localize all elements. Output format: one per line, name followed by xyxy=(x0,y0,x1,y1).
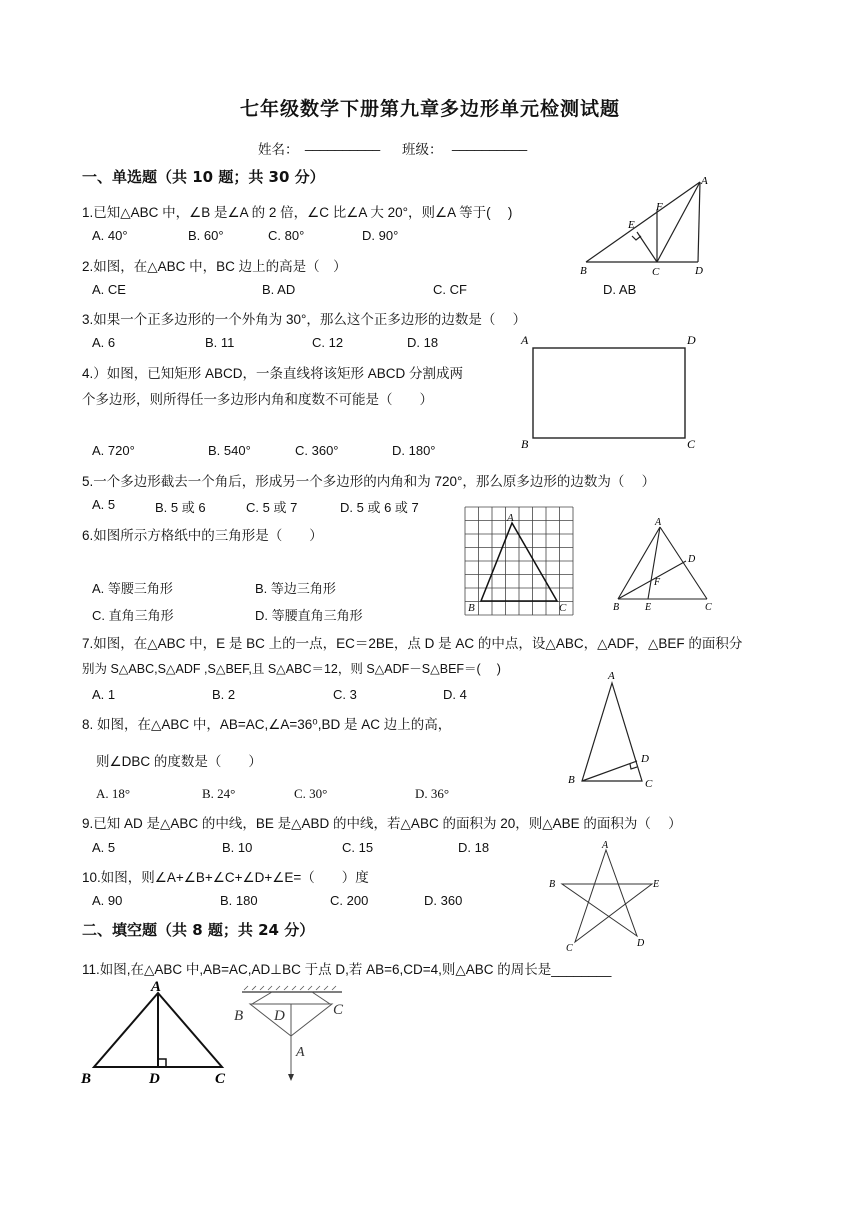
figure-q11-triangle xyxy=(78,975,238,1087)
label-b: B xyxy=(568,774,575,786)
label-c: C xyxy=(559,602,567,614)
label-f: F xyxy=(656,201,663,213)
triangle-abc xyxy=(582,683,642,781)
question-3: 3.如果一个正多边形的一个外角为 30°，那么这个正多边形的边数是（ ） xyxy=(82,312,527,327)
label-c: C xyxy=(215,1071,226,1087)
segment-bd xyxy=(582,761,637,781)
q5-option-a[interactable]: A. 5 xyxy=(92,497,116,512)
question-6: 6.如图所示方格纸中的三角形是（ ） xyxy=(82,528,323,543)
page-title: 七年级数学下册第九章多边形单元检测试题 xyxy=(239,98,620,120)
label-b: B xyxy=(580,265,587,277)
question-11: 11.如图,在△ABC 中,AB=AC,AD⊥BC 于点 D,若 AB=6,CD=4,则△ABC 的周长是________ xyxy=(82,962,612,977)
question-7-line-2: 别为 S△ABC,S△ADF ,S△BEF,且 S△ABC＝12，则 S△ADF－S△BEF＝( ) xyxy=(82,662,501,676)
q3-option-c[interactable]: C. 12 xyxy=(312,335,344,350)
question-8-line-2: 则∠DBC 的度数是（ ） xyxy=(96,754,262,769)
label-d: D xyxy=(695,265,703,277)
q8-option-b[interactable]: B. 24° xyxy=(202,786,236,801)
figure-q8-triangle xyxy=(563,665,668,790)
q7-option-d[interactable]: D. 4 xyxy=(443,687,467,702)
label-d: D xyxy=(641,753,649,765)
section-choice-heading: 一、单选题（共 10 题；共 30 分） xyxy=(82,168,325,186)
q9-option-a[interactable]: A. 5 xyxy=(92,840,116,855)
q6-option-a[interactable]: A. 等腰三角形 xyxy=(92,581,173,596)
question-4-line-2: 个多边形，则所得任一多边形内角和度数不可能是（ ） xyxy=(82,392,433,407)
plumb-arrow-icon xyxy=(288,1074,294,1081)
figure-q4-rectangle xyxy=(515,330,705,455)
q8-option-c[interactable]: C. 30° xyxy=(294,786,328,801)
q3-option-b[interactable]: B. 11 xyxy=(205,335,235,350)
q3-option-a[interactable]: A. 6 xyxy=(92,335,116,350)
q4-option-c[interactable]: C. 360° xyxy=(295,443,339,458)
label-b: B xyxy=(468,602,475,614)
name-label: 姓名： xyxy=(258,142,299,157)
name-blank[interactable]: __________ xyxy=(305,136,381,151)
q8-option-a[interactable]: A. 18° xyxy=(96,786,131,801)
q4-option-a[interactable]: A. 720° xyxy=(92,443,135,458)
figure-q11-plumb xyxy=(230,982,355,1087)
q5-option-b[interactable]: B. 5 或 6 xyxy=(155,500,206,515)
label-a: A xyxy=(296,1045,305,1060)
q7-option-b[interactable]: B. 2 xyxy=(212,687,236,702)
q1-option-d[interactable]: D. 90° xyxy=(362,228,399,243)
figure-q7-triangle xyxy=(605,515,720,615)
label-e: E xyxy=(628,219,635,231)
q5-option-d[interactable]: D. 5 或 6 或 7 xyxy=(340,500,419,515)
label-a: A xyxy=(151,979,162,995)
q4-option-b[interactable]: B. 540° xyxy=(208,443,251,458)
right-angle-mark xyxy=(158,1059,166,1067)
label-c: C xyxy=(652,266,660,278)
segment-bd xyxy=(618,561,686,599)
q5-option-c[interactable]: C. 5 或 7 xyxy=(246,500,298,515)
right-angle-mark xyxy=(632,236,641,240)
ceiling-hatching xyxy=(244,986,336,990)
q6-option-d[interactable]: D. 等腰直角三角形 xyxy=(255,608,363,623)
figure-q2-triangle xyxy=(570,170,720,280)
figure-q6-grid xyxy=(463,505,577,618)
label-b: B xyxy=(521,437,529,451)
star-pentagram xyxy=(562,850,652,942)
label-e: E xyxy=(645,602,652,613)
q10-option-d[interactable]: D. 360 xyxy=(424,893,463,908)
segment-ca xyxy=(657,182,700,262)
label-a: A xyxy=(507,512,514,524)
label-b: B xyxy=(613,602,620,613)
class-label: 班级： xyxy=(402,142,443,157)
question-4-line-1: 4.）如图，已知矩形 ABCD，一条直线将该矩形 ABCD 分割成两 xyxy=(82,366,464,381)
label-b: B xyxy=(81,1071,92,1087)
q9-option-d[interactable]: D. 18 xyxy=(458,840,490,855)
string-left xyxy=(252,992,272,1004)
question-7-line-1: 7.如图，在△ABC 中，E 是 BC 上的一点，EC＝2BE，点 D 是 AC 的中点，设△ABC，△ADF，△BEF 的面积分 xyxy=(82,636,743,651)
section-fill-heading: 二、填空题（共 8 题；共 24 分） xyxy=(82,921,315,939)
label-d: D xyxy=(274,1008,285,1024)
class-blank[interactable]: __________ xyxy=(452,136,528,151)
label-c: C xyxy=(566,943,573,954)
question-8-line-1: 8. 如图，在△ABC 中，AB=AC,∠A=36⁰,BD 是 AC 边上的高， xyxy=(82,717,452,732)
label-b: B xyxy=(234,1008,244,1024)
q7-option-c[interactable]: C. 3 xyxy=(333,687,357,702)
question-2: 2.如图，在△ABC 中，BC 边上的高是（ ） xyxy=(82,259,347,274)
question-10: 10.如图，则∠A+∠B+∠C+∠D+∠E=（ ）度 xyxy=(82,870,369,885)
q2-option-c[interactable]: C. CF xyxy=(433,282,467,297)
question-1: 1.已知△ABC 中，∠B 是∠A 的 2 倍，∠C 比∠A 大 20°，则∠A 等于( ) xyxy=(82,205,513,220)
segment-ad xyxy=(698,182,700,262)
label-c: C xyxy=(645,778,653,790)
label-b: B xyxy=(549,879,556,890)
label-c: C xyxy=(687,437,696,451)
segment-ba xyxy=(586,182,700,262)
question-9: 9.已知 AD 是△ABC 的中线，BE 是△ABD 的中线，若△ABC 的面积为 20，则△ABE 的面积为（ ） xyxy=(82,816,682,831)
q3-option-d[interactable]: D. 18 xyxy=(407,335,439,350)
label-d: D xyxy=(637,938,645,949)
label-f: F xyxy=(654,577,661,588)
label-d: D xyxy=(149,1071,160,1087)
q1-option-c[interactable]: C. 80° xyxy=(268,228,305,243)
question-5: 5.一个多边形截去一个角后，形成另一个多边形的内角和为 720°，那么原多边形的边数为（ ） xyxy=(82,474,656,489)
figure-q10-star xyxy=(545,838,665,956)
label-a: A xyxy=(701,175,708,187)
q6-option-b[interactable]: B. 等边三角形 xyxy=(255,581,336,596)
label-a: A xyxy=(655,517,662,528)
label-c: C xyxy=(705,602,712,613)
q2-option-a[interactable]: A. CE xyxy=(92,282,126,297)
label-a: A xyxy=(521,333,529,347)
q1-option-a[interactable]: A. 40° xyxy=(92,228,128,243)
q2-option-d[interactable]: D. AB xyxy=(603,282,637,297)
string-right xyxy=(312,992,330,1004)
q6-option-c[interactable]: C. 直角三角形 xyxy=(92,608,174,623)
q8-option-d[interactable]: D. 36° xyxy=(415,786,450,801)
label-e: E xyxy=(653,879,660,890)
q9-option-c[interactable]: C. 15 xyxy=(342,840,374,855)
q2-option-b[interactable]: B. AD xyxy=(262,282,296,297)
label-d: D xyxy=(688,554,696,565)
q4-option-d[interactable]: D. 180° xyxy=(392,443,436,458)
q9-option-b[interactable]: B. 10 xyxy=(222,840,253,855)
label-a: A xyxy=(602,840,609,851)
q10-option-b[interactable]: B. 180 xyxy=(220,893,258,908)
label-c: C xyxy=(333,1002,344,1018)
q7-option-a[interactable]: A. 1 xyxy=(92,687,116,702)
label-a: A xyxy=(608,670,615,682)
right-angle-mark xyxy=(630,764,637,769)
rectangle-abcd xyxy=(533,348,685,438)
q1-option-b[interactable]: B. 60° xyxy=(188,228,224,243)
q10-option-a[interactable]: A. 90 xyxy=(92,893,123,908)
label-d: D xyxy=(687,333,696,347)
q10-option-c[interactable]: C. 200 xyxy=(330,893,369,908)
